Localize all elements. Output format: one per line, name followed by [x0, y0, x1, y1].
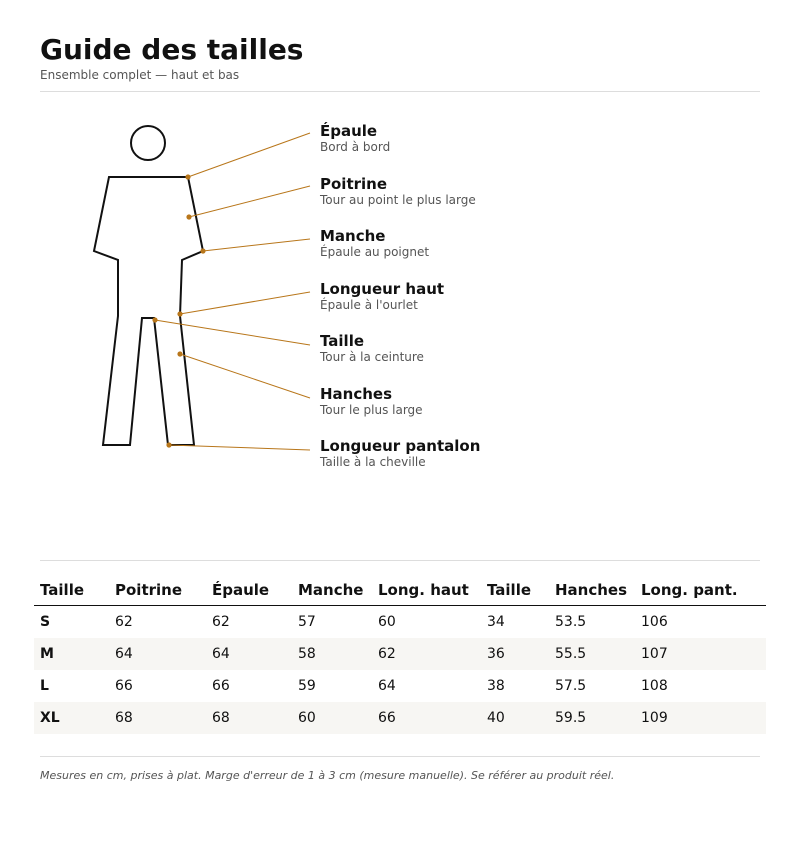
callout-desc: Tour le plus large	[320, 403, 423, 417]
column-header: Épaule	[206, 575, 292, 606]
table-cell: 64	[109, 638, 206, 670]
section-divider	[40, 560, 760, 561]
size-cell: L	[40, 678, 49, 694]
table-cell: 38	[487, 678, 505, 694]
table-cell: 64	[378, 678, 396, 694]
callout-name: Poitrine	[320, 175, 388, 193]
table-row	[34, 638, 766, 670]
header-divider	[40, 91, 760, 92]
size-cell: S	[40, 614, 51, 630]
table-row	[34, 606, 766, 639]
callout-desc: Tour au point le plus large	[320, 193, 476, 207]
table-cell: 107	[635, 638, 766, 670]
callout-desc: Bord à bord	[320, 140, 391, 154]
table-cell: 62	[212, 614, 230, 630]
table-cell: 109	[635, 702, 766, 734]
callout-name: Taille	[320, 332, 365, 350]
measure-point-longueur-pantalon	[166, 442, 171, 447]
table-cell: 68	[206, 702, 292, 734]
table-cell: 60	[378, 614, 396, 630]
table-cell: 64	[206, 638, 292, 670]
leader-line-poitrine	[189, 186, 310, 217]
size-cell: XL	[34, 702, 109, 734]
leader-line-longueur-haut	[180, 292, 310, 314]
callout-desc: Épaule à l'ourlet	[320, 298, 418, 312]
leader-line-manche	[203, 239, 310, 251]
table-cell: 36	[481, 638, 549, 670]
callout-name: Épaule	[320, 122, 378, 140]
measure-point-manche	[200, 248, 205, 253]
page-title: Guide des tailles	[40, 33, 304, 66]
callout-longueur-pantalon	[320, 437, 480, 470]
figure-head	[131, 126, 165, 160]
callout-name: Hanches	[320, 385, 393, 403]
callout-manche	[320, 227, 429, 260]
callout-poitrine	[320, 175, 476, 208]
table-cell: 57.5	[555, 678, 587, 694]
table-row	[34, 702, 766, 734]
measurement-note: Mesures en cm, prises à plat. Marge d'erreur de 1 à 3 cm (mesure manuelle). Se référer au produit réel.	[40, 769, 615, 782]
leader-line-epaule	[188, 133, 310, 177]
size-cell: M	[34, 638, 109, 670]
measure-point-taille	[152, 317, 157, 322]
table-cell: 106	[641, 614, 668, 630]
callout-desc: Taille à la cheville	[320, 455, 426, 469]
table-cell: 62	[115, 614, 133, 630]
table-cell: 108	[641, 678, 668, 694]
callout-desc: Épaule au poignet	[320, 245, 430, 259]
table-header-row	[34, 575, 766, 606]
leader-line-hanches	[180, 354, 310, 398]
table-cell: 57	[298, 614, 316, 630]
callout-epaule	[320, 122, 390, 155]
table-cell: 58	[292, 638, 372, 670]
table-cell: 53.5	[555, 614, 587, 630]
column-header: Long. pant.	[635, 575, 766, 606]
table-cell: 60	[292, 702, 372, 734]
callout-desc: Tour à la ceinture	[320, 350, 424, 364]
table-cell: 66	[115, 678, 133, 694]
callout-longueur-haut	[320, 280, 444, 313]
table-cell: 68	[109, 702, 206, 734]
table-row	[34, 670, 766, 702]
page-subtitle: Ensemble complet — haut et bas	[40, 68, 240, 82]
column-header: Taille	[481, 575, 549, 606]
column-header: Long. haut	[372, 575, 481, 606]
column-header: Taille	[34, 575, 109, 606]
table-cell: 59.5	[549, 702, 635, 734]
table-cell: 59	[298, 678, 316, 694]
measure-point-poitrine	[186, 214, 191, 219]
table-cell: 66	[372, 702, 481, 734]
leader-line-taille	[155, 320, 310, 345]
table-cell: 66	[212, 678, 230, 694]
callout-name: Longueur haut	[320, 280, 445, 298]
leader-line-longueur-pantalon	[169, 445, 310, 450]
column-header: Poitrine	[109, 575, 206, 606]
measure-point-longueur-haut	[177, 311, 182, 316]
column-header: Hanches	[549, 575, 635, 606]
table-cell: 34	[487, 614, 505, 630]
table-cell: 62	[372, 638, 481, 670]
callout-name: Longueur pantalon	[320, 437, 481, 455]
callout-taille	[320, 332, 424, 365]
callout-name: Manche	[320, 227, 386, 245]
measure-point-epaule	[185, 174, 190, 179]
table-cell: 55.5	[549, 638, 635, 670]
measure-point-hanches	[177, 351, 182, 356]
table-cell: 40	[481, 702, 549, 734]
callout-hanches	[320, 385, 423, 418]
size-table	[34, 575, 766, 734]
column-header: Manche	[292, 575, 372, 606]
footer-divider	[40, 756, 760, 757]
